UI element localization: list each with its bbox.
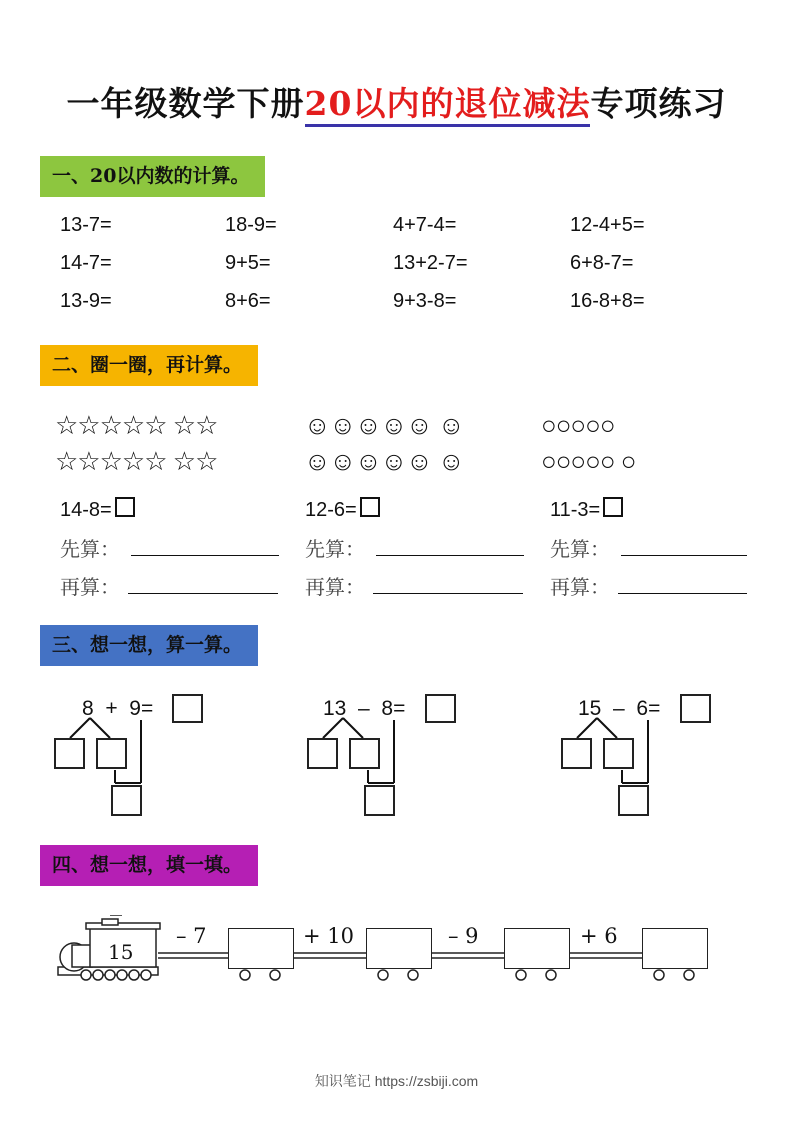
operand: 8 (82, 697, 94, 720)
section4-heading: 四、想一想，填一填。 (40, 845, 258, 886)
operator: + (105, 697, 118, 720)
train-operation: – 9 (448, 924, 479, 948)
equation: 9+5= (225, 252, 271, 274)
operand: 6 (636, 697, 649, 720)
answer-line[interactable] (618, 593, 747, 594)
equation: 16-8+8= (570, 290, 645, 312)
section3-heading: 三、想一想，算一算。 (40, 625, 258, 666)
operand: 15 (578, 697, 602, 720)
split-box[interactable] (349, 738, 380, 769)
equals-sign: = (648, 697, 661, 720)
train-operation: + 6 (580, 924, 618, 948)
train-car-box[interactable] (228, 928, 294, 969)
answer-box[interactable] (680, 694, 711, 723)
sum-box[interactable] (364, 785, 395, 816)
answer-box[interactable] (425, 694, 456, 723)
equation: 13-7= (60, 214, 112, 236)
answer-box[interactable] (115, 497, 135, 517)
section2-heading: 二、圈一圈，再计算。 (40, 345, 258, 386)
math-operation (323, 697, 405, 721)
equation: 13+2-7= (393, 252, 468, 274)
split-box[interactable] (561, 738, 592, 769)
circle-equation (550, 497, 623, 522)
answer-box[interactable] (172, 694, 203, 723)
circle-equation (305, 497, 380, 522)
first-step-label: 先算： (60, 537, 120, 561)
split-box[interactable] (54, 738, 85, 769)
train-operation: – 7 (176, 924, 207, 948)
equals-sign: = (140, 697, 154, 720)
footer-watermark: 知识笔记 https://zsbiji.com (314, 1073, 479, 1089)
answer-line[interactable] (376, 555, 524, 556)
section1-heading: 一、20以内数的计算。 (40, 156, 265, 197)
sum-box[interactable] (618, 785, 649, 816)
title-suffix: 专项练习 (590, 84, 727, 123)
equation-text: 14-8= (60, 499, 112, 521)
operand: 8 (381, 697, 394, 720)
answer-box[interactable] (360, 497, 380, 517)
circle-icon-row: ○○○○○ ○ (541, 446, 636, 476)
equation: 9+3-8= (393, 290, 457, 312)
answer-line[interactable] (131, 555, 279, 556)
operator: – (613, 697, 625, 720)
equation-text: 11-3= (550, 499, 601, 521)
smiley-icon-row: ☺☺☺☺☺ ☺ (304, 410, 464, 440)
star-icon-row: ☆☆☆☆☆ ☆☆ (55, 446, 218, 476)
split-box[interactable] (307, 738, 338, 769)
answer-line[interactable] (373, 593, 523, 594)
equation: 14-7= (60, 252, 112, 274)
math-operation (82, 697, 153, 721)
star-icon-row: ☆☆☆☆☆ ☆☆ (55, 410, 218, 440)
answer-box[interactable] (603, 497, 623, 517)
title-prefix: 一年级数学下册 (66, 84, 305, 123)
sum-box[interactable] (111, 785, 142, 816)
split-box[interactable] (603, 738, 634, 769)
answer-line[interactable] (621, 555, 747, 556)
equation-text: 12-6= (305, 499, 357, 521)
first-step-label: 先算： (305, 537, 365, 561)
operator: – (358, 697, 370, 720)
circle-icon-row: ○○○○○ (541, 410, 615, 440)
equation: 13-9= (60, 290, 112, 312)
equation: 8+6= (225, 290, 271, 312)
operand: 9 (129, 697, 141, 720)
equation: 12-4+5= (570, 214, 645, 236)
train-operation: + 10 (303, 924, 354, 948)
equation: 6+8-7= (570, 252, 634, 274)
then-step-label: 再算： (60, 575, 120, 599)
then-step-label: 再算： (550, 575, 610, 599)
answer-line[interactable] (128, 593, 278, 594)
train-car-box[interactable] (504, 928, 570, 969)
then-step-label: 再算： (305, 575, 365, 599)
smiley-icon-row: ☺☺☺☺☺ ☺ (304, 446, 464, 476)
circle-equation (60, 497, 135, 522)
equation: 18-9= (225, 214, 277, 236)
train-car-box[interactable] (642, 928, 708, 969)
equals-sign: = (393, 697, 406, 720)
equation: 4+7-4= (393, 214, 457, 236)
math-operation (578, 697, 660, 721)
train-car-box[interactable] (366, 928, 432, 969)
split-box[interactable] (96, 738, 127, 769)
first-step-label: 先算： (550, 537, 610, 561)
page-title (0, 78, 793, 125)
operand: 13 (323, 697, 347, 720)
train-start-number: 15 (108, 940, 134, 964)
title-highlight: 20以内的退位减法 (305, 84, 591, 127)
